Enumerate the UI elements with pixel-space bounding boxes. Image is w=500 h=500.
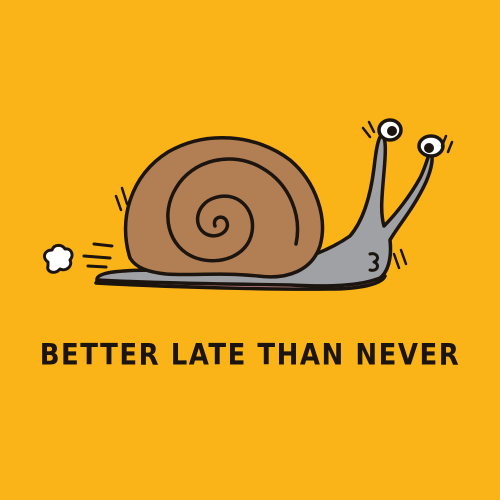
caption: BETTER LATE THAN NEVER [39,338,461,373]
dust-puff-icon [45,245,73,272]
right-eye-icon [419,136,443,156]
left-eye-icon [379,120,401,140]
